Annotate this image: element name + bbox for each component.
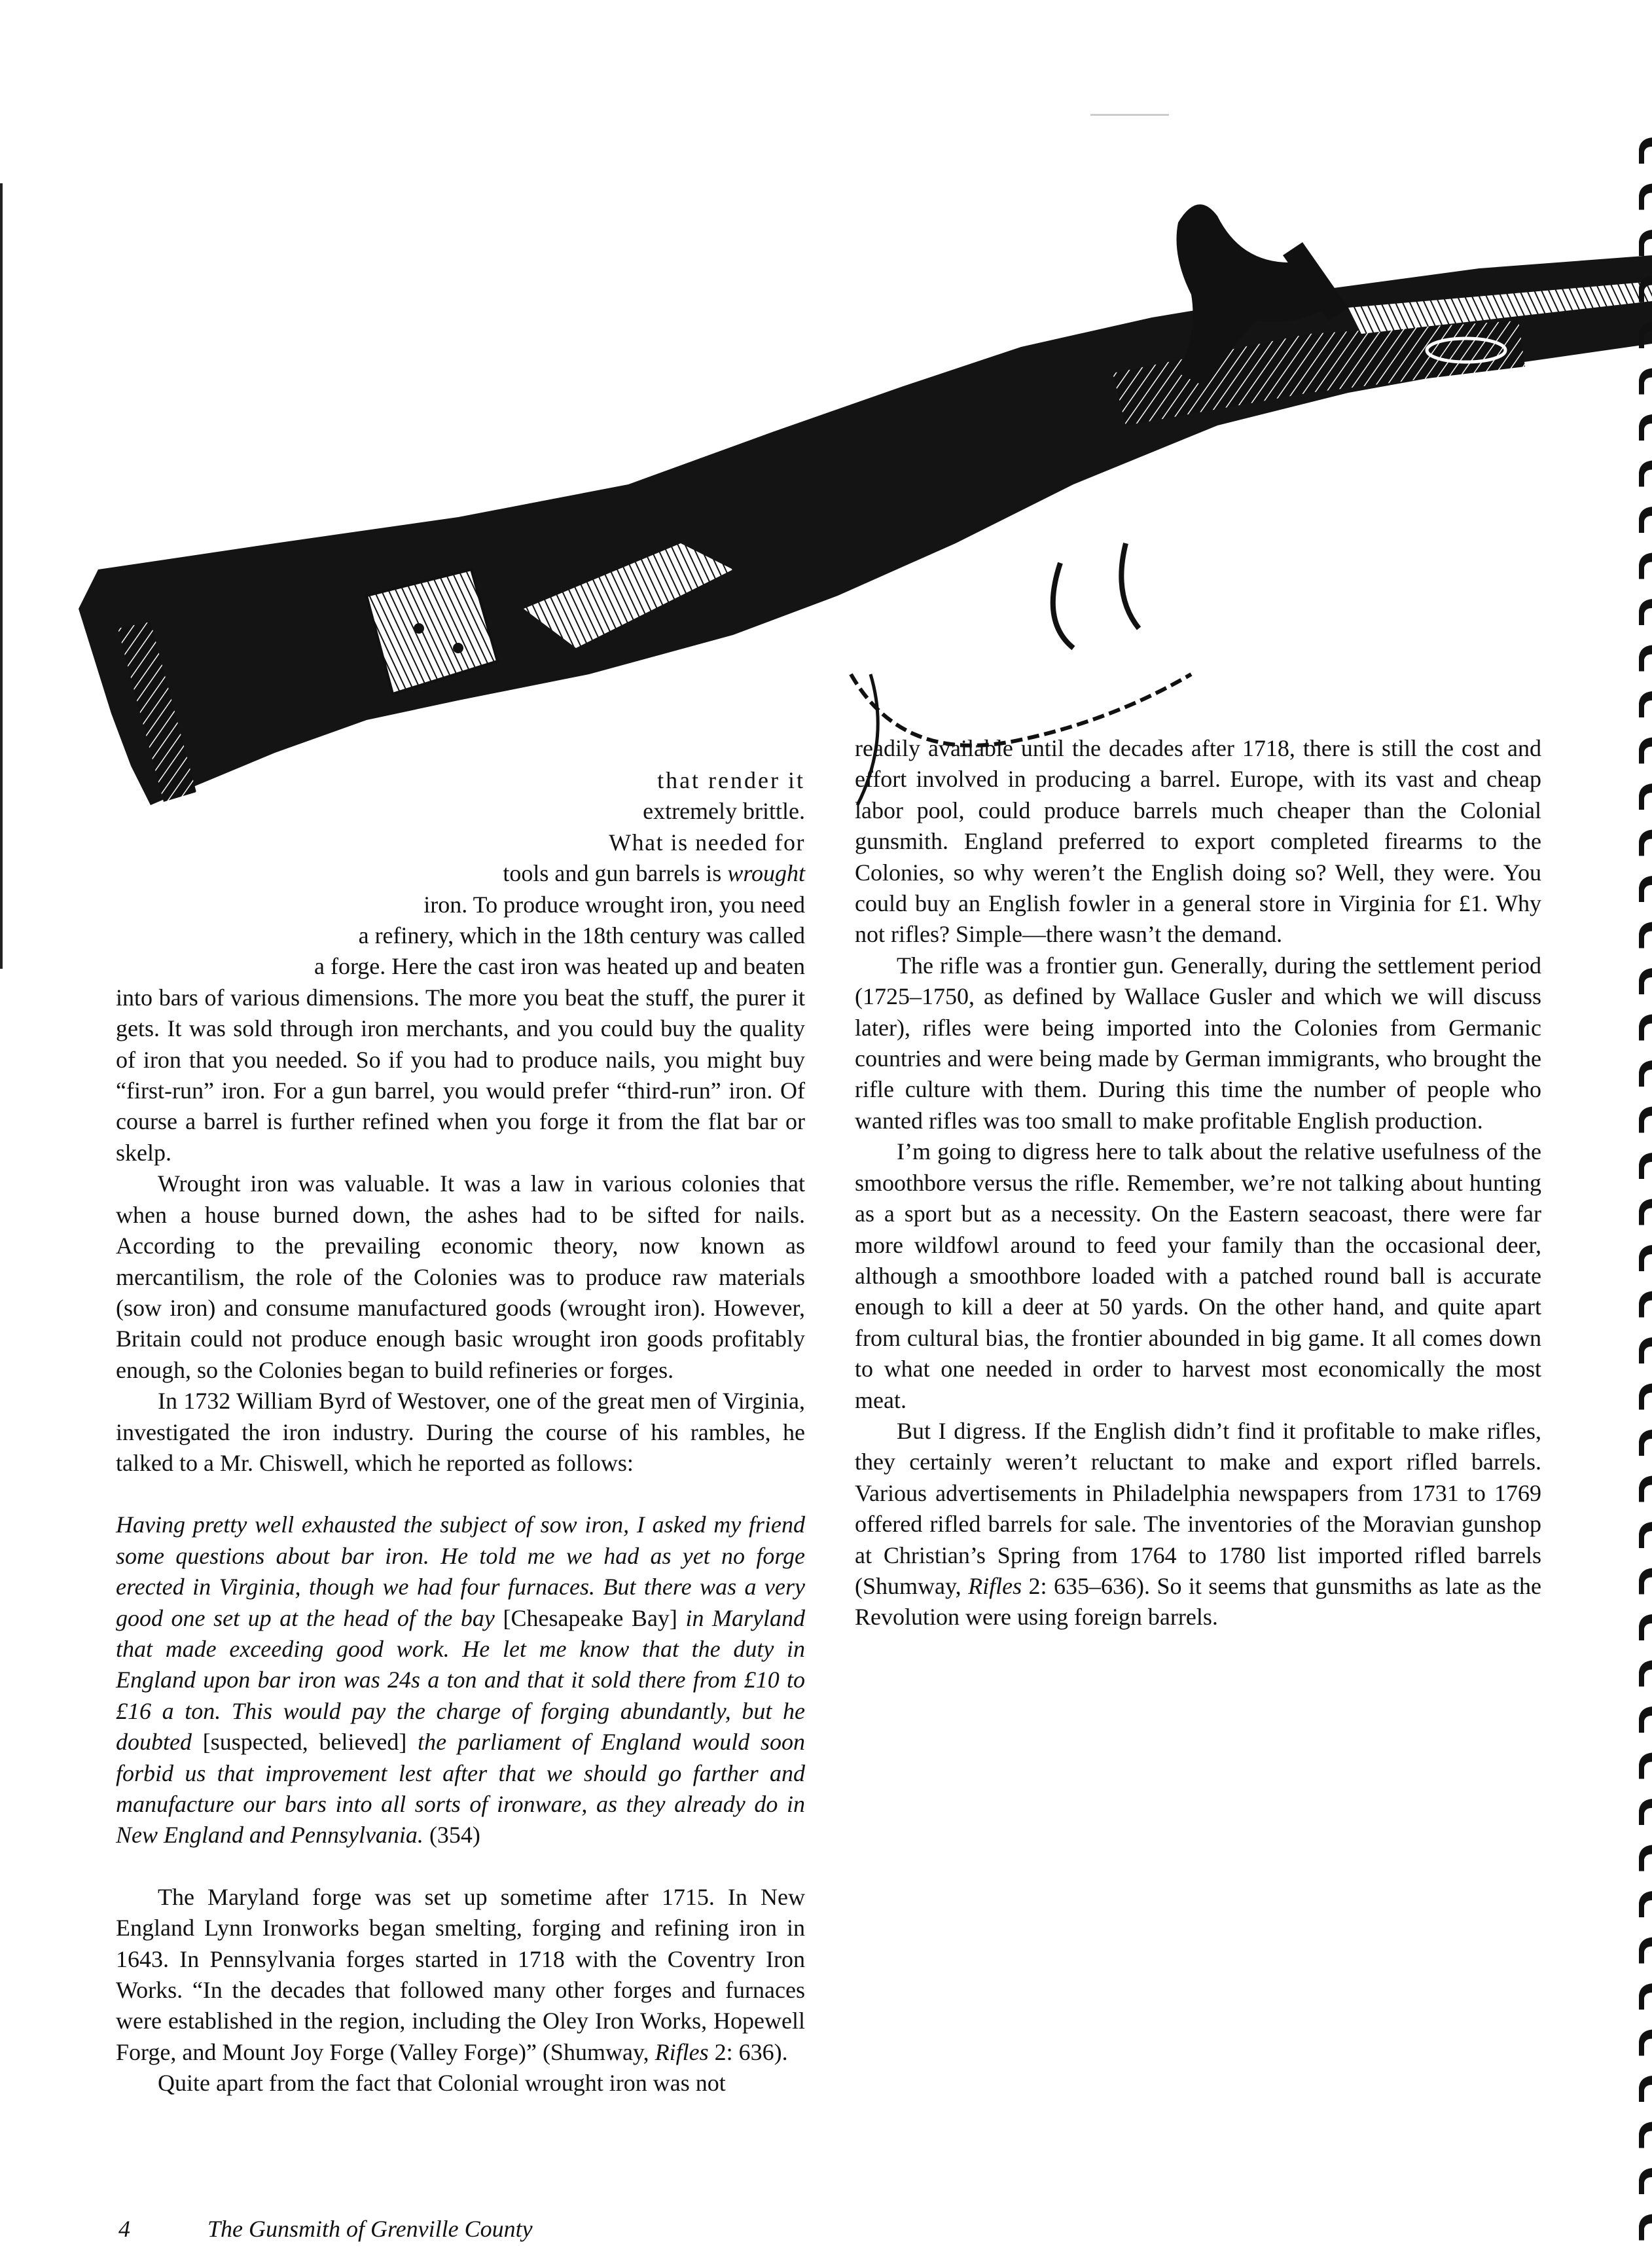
- binding-ring: [1639, 1568, 1652, 1595]
- wrap-line: that render it: [657, 767, 805, 793]
- binding-ring: [1639, 2122, 1652, 2148]
- editorial-insert: [Chesapeake Bay]: [503, 1604, 677, 1631]
- binding-ring: [1639, 1153, 1652, 1179]
- spiral-binding: [1636, 124, 1652, 2257]
- paragraph: Quite apart from the fact that Colonial wrought iron was not: [158, 2070, 726, 2097]
- binding-ring: [1639, 1015, 1652, 1041]
- binding-ring: [1639, 784, 1652, 810]
- wrap-line-emphasis: wrought: [727, 860, 805, 887]
- paragraph: In 1732 William Byrd of Westover, one of the great men of Virginia, investigated the iron industry. During the course of his rambles, he talked to a Mr. Chiswell, which he reported as follows:: [116, 1388, 805, 1476]
- page-number: 4: [118, 2216, 130, 2242]
- binding-ring: [1639, 1706, 1652, 1733]
- binding-ring: [1639, 137, 1652, 164]
- binding-ring: [1639, 645, 1652, 672]
- paragraph: [855, 1416, 1541, 1633]
- binding-ring: [1639, 1107, 1652, 1133]
- scan-mark: [1090, 114, 1169, 116]
- binding-ring: [1639, 507, 1652, 533]
- running-title: The Gunsmith of Grenville County: [207, 2216, 533, 2242]
- block-quote: [116, 1509, 805, 1851]
- binding-ring: [1639, 1476, 1652, 1502]
- binding-ring: [1639, 461, 1652, 487]
- wrap-line: extremely brittle.: [643, 798, 805, 825]
- binding-ring: [1639, 968, 1652, 994]
- binding-ring: [1639, 1199, 1652, 1225]
- paragraph: readily available until the decades after 1718, there is still the cost and effort involved in producing a barrel. Europe, with its vast and cheap labor pool, could produce barrels much cheaper than the Colonial gunsmith. England preferred to export completed firearms to the Colonies, so why weren’t the English doing so? Well, they were. You could buy an English fowler in a general store in Virginia for £1. Why not rifles? Simple—there wasn’t the demand.: [855, 735, 1541, 948]
- binding-ring: [1639, 1891, 1652, 1917]
- binding-ring: [1639, 2168, 1652, 2194]
- quote-text: the parliament of England would soon forbid us that improvement lest after that we should go farther and manufacture our bars into all sorts of ironware, as they already do in New England and Pennsylvania.: [116, 1729, 805, 1849]
- binding-ring: [1639, 599, 1652, 625]
- editorial-insert: [suspected, believed]: [202, 1729, 407, 1756]
- paragraph: The rifle was a frontier gun. Generally, during the settlement period (1725–1750, as defined by Wallace Gusler and which we will discuss later), rifles were being imported into the Colonies from Germanic countries and were being made by German immigrants, who brought the rifle culture with them. During this time the number of people who wanted rifles was too small to make profitable English production.: [855, 952, 1541, 1134]
- binding-ring: [1639, 369, 1652, 395]
- binding-ring: [1639, 1060, 1652, 1087]
- quote-text: in Maryland that made exceeding good work. He let me know that the duty in England upon bar iron was 24s a ton and that it sold there from £10 to £16 a ton. This would pay the charge of forging abundantly, but he doubted: [116, 1604, 805, 1756]
- right-column: [855, 733, 1541, 1633]
- binding-ring: [1639, 1845, 1652, 1871]
- binding-ring: [1639, 1983, 1652, 2010]
- paragraph-text: 2: 635–636). So it seems that gunsmiths as late as the Revolution were using foreign barrels.: [855, 1572, 1541, 1631]
- binding-ring: [1639, 1661, 1652, 1687]
- paragraph-text: 2: 636).: [708, 2038, 788, 2065]
- binding-ring: [1639, 230, 1652, 256]
- binding-ring: [1639, 414, 1652, 441]
- book-title-ref: Rifles: [968, 1572, 1022, 1599]
- binding-ring: [1639, 2076, 1652, 2102]
- binding-ring: [1639, 1938, 1652, 1964]
- quote-text: Having pretty well exhausted the subject of sow iron, I asked my friend some questions about bar iron. He told me we had as yet no forge erected in Virginia, though we had four furnaces. But there was a very good one set up at the head of the bay: [116, 1511, 805, 1631]
- left-column: [116, 765, 805, 2099]
- wrap-line: iron. To produce wrought iron, you need: [423, 891, 805, 918]
- binding-ring: [1639, 691, 1652, 717]
- trigger: [1053, 563, 1073, 648]
- binding-ring: [1639, 1614, 1652, 1640]
- binding-ring: [1639, 830, 1652, 856]
- spacer: [116, 1851, 805, 1882]
- wrap-line: tools and gun barrels is: [503, 860, 728, 887]
- binding-ring: [1639, 876, 1652, 902]
- citation: (354): [423, 1822, 480, 1849]
- binding-ring: [1639, 276, 1652, 302]
- binding-ring: [1639, 553, 1652, 579]
- wrap-line: a forge. Here the cast iron was heated up and beaten: [314, 953, 805, 980]
- binding-ring: [1639, 1753, 1652, 1779]
- binding-ring: [1639, 1291, 1652, 1318]
- binding-ring: [1639, 1799, 1652, 1825]
- binding-ring: [1639, 2214, 1652, 2241]
- binding-ring: [1639, 1337, 1652, 1363]
- binding-ring: [1639, 922, 1652, 948]
- paragraph-text: But I digress. If the English didn’t find it profitable to make rifles, they certainly weren’t reluctant to make and export rifled barrels. Various advertisements in Philadelphia newspapers from 1731 to 1769 offered rifled barrels for sale. The inventories of the Moravian gunshop at Christian’s Spring from 1764 to 1780 list imported rifled barrels (Shumway,: [855, 1417, 1541, 1599]
- paragraph: Wrought iron was valuable. It was a law in various colonies that when a house burned down, the ashes had to be sifted for nails. According to the prevailing economic theory, now known as mercantilism, the role of the Colonies was to produce raw materials (sow iron) and consume manufactured goods (wrought iron). However, Britain could not produce enough basic wrought iron goods profitably enough, so the Colonies began to build refineries or forges.: [116, 1170, 805, 1383]
- paragraph: [116, 1882, 805, 2068]
- wrap-line: What is needed for: [609, 829, 805, 856]
- binding-ring: [1639, 1522, 1652, 1548]
- trigger: [1121, 543, 1139, 628]
- paragraph: I’m going to digress here to talk about the relative usefulness of the smoothbore versus the rifle. Remember, we’re not talking about hunting as a sport but as a necessity. On the Eastern seacoast, there were far more wildfowl around to feed your family than the occasional deer, although a smoothbore loaded with a patched round ball is accurate enough to kill a deer at 50 yards. On the other hand, and quite apart from cultural bias, the frontier abounded in big game. It all comes down to what one needed in order to harvest most economically the most meat.: [855, 1138, 1541, 1413]
- binding-ring: [1639, 1384, 1652, 1410]
- patch-box-rivet: [453, 643, 463, 653]
- paragraph-text: The Maryland forge was set up sometime after 1715. In New England Lynn Ironworks began smelting, forging and refining iron in 1643. In Pennsylvania forges started in 1718 with the Coventry Iron Works. “In the decades that followed many other forges and furnaces were established in the region, including the Oley Iron Works, Hopewell Forge, and Mount Joy Forge (Valley Forge)” (Shumway,: [116, 1883, 805, 2065]
- page-footer: [118, 2215, 533, 2243]
- paragraph: into bars of various dimensions. The more you beat the stuff, the purer it gets. It was sold through iron merchants, and you could buy the quality of iron that you needed. So if you had to produce nails, you might buy “first-run” iron. For a gun barrel, you would prefer “third-run” iron. Of course a barrel is further refined when you forge it from the flat bar or skelp.: [116, 984, 805, 1166]
- spacer: [116, 1479, 805, 1509]
- binding-ring: [1639, 2030, 1652, 2056]
- binding-ring: [1639, 184, 1652, 210]
- book-title-ref: Rifles: [655, 2038, 709, 2065]
- binding-ring: [1639, 738, 1652, 764]
- binding-ring: [1639, 1245, 1652, 1271]
- rifle-illustration: [0, 177, 1652, 805]
- binding-ring: [1639, 322, 1652, 348]
- binding-ring: [1639, 1430, 1652, 1456]
- wrap-line: a refinery, which in the 18th century was called: [358, 922, 805, 949]
- patch-box-rivet: [414, 623, 424, 634]
